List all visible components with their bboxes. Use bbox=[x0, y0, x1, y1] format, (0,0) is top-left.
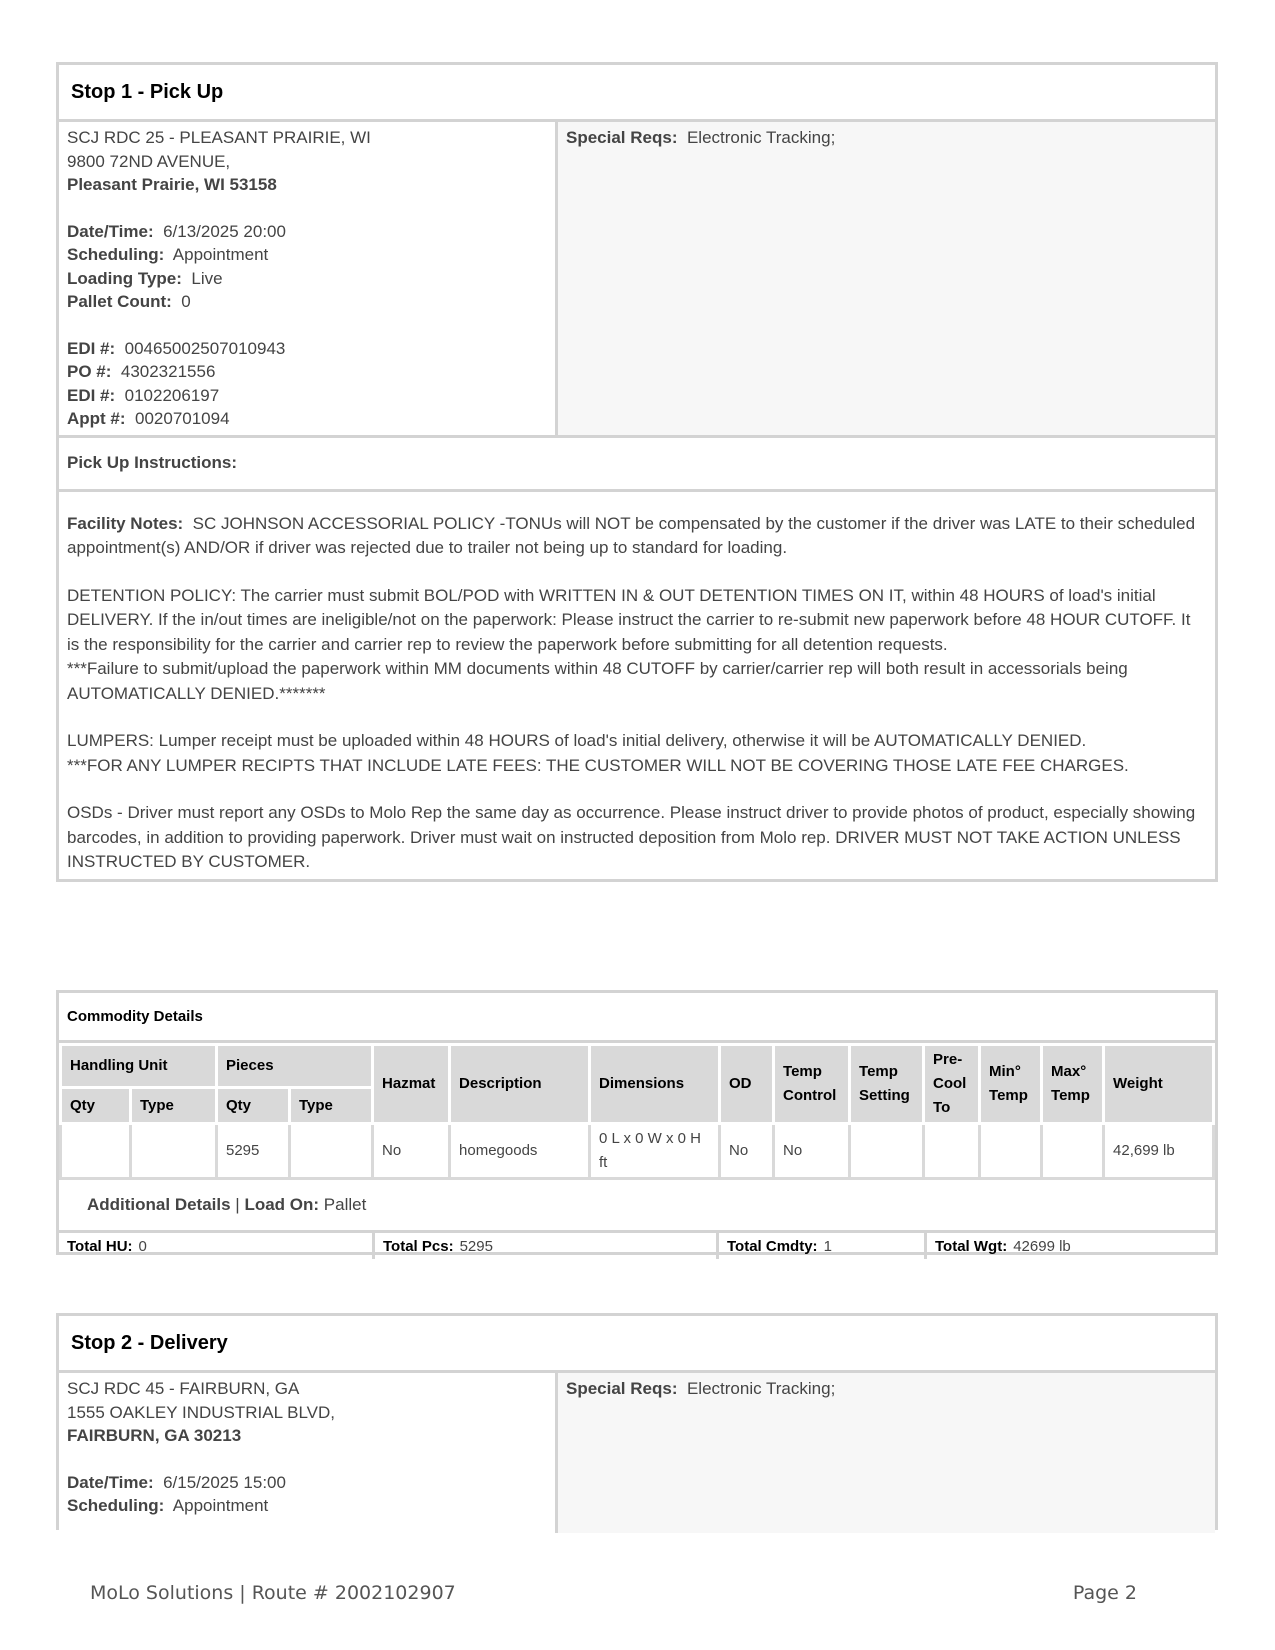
facility-address: 1555 OAKLEY INDUSTRIAL BLVD, bbox=[67, 1402, 336, 1422]
hazmat-cell: No bbox=[373, 1124, 450, 1179]
facility-city: Pleasant Prairie, WI 53158 bbox=[67, 175, 277, 194]
th-pieces: Pieces bbox=[217, 1045, 373, 1088]
pieces-qty-cell: 5295 bbox=[217, 1124, 290, 1179]
th-pre-cool: Pre-Cool To bbox=[924, 1045, 980, 1124]
temp-control-cell: No bbox=[774, 1124, 850, 1179]
stop-2-section bbox=[56, 1313, 1218, 1530]
facility-address: 9800 72ND AVENUE, bbox=[67, 151, 231, 171]
facility-name: SCJ RDC 25 - PLEASANT PRAIRIE, WI bbox=[67, 128, 371, 147]
total-wgt: Total Wgt: 42699 lb bbox=[935, 1237, 1071, 1255]
pickup-instructions-label: Pick Up Instructions: bbox=[59, 435, 1215, 492]
th-temp-control: Temp Control bbox=[774, 1045, 850, 1124]
facility-notes: Facility Notes: SC JOHNSON ACCESSORIAL POLICY -TONUs will NOT be compensated by the customer if the driver was LATE to their scheduled appointment(s) AND/OR if driver was rejected due to trailer not being up to standard for loading. DETENTION POLICY: The carrier must submit BOL/POD with WRITTEN IN & OUT DETENTION TIMES ON IT, within 48 HOURS of load's initial DELIVERY. If the in/out times are ineligible/not on the paperwork: Please instruct the carrier to re-submit new paperwork before 48 HOUR CUTOFF. It is the responsibility for the carrier and carrier rep to review the paperwork before submitting for all detention requests. ***Failure to submit/upload the paperwork within MM documents within 48 CUTOFF by carrier/carrier rep will both result in accessorials being AUTOMATICALLY DENIED.******* LUMPERS: Lumper receipt must be uploaded within 48 HOURS of load's initial delivery, otherwise it will be AUTOMATICALLY DENIED. ***FOR ANY LUMPER RECIPTS THAT INCLUDE LATE FEES: THE CUSTOMER WILL NOT BE COVERING THOSE LATE FEE CHARGES. OSDs - Driver must report any OSDs to Molo Rep the same day as occurrence. Please instruct driver to provide photos of product, especially showing barcodes, in addition to providing paperwork. Driver must wait on instructed deposition from Molo rep. DRIVER MUST NOT TAKE ACTION UNLESS INSTRUCTED BY CUSTOMER. bbox=[59, 492, 1215, 879]
po-row: PO #: 4302321556 bbox=[67, 362, 216, 381]
th-description: Description bbox=[450, 1045, 590, 1124]
stop-1-title: Stop 1 - Pick Up bbox=[59, 65, 1215, 122]
table-row bbox=[61, 1124, 1214, 1179]
th-temp-setting: Temp Setting bbox=[850, 1045, 924, 1124]
pallet-count-row: Pallet Count: 0 bbox=[67, 292, 191, 311]
scheduling-row: Scheduling: Appointment bbox=[67, 1496, 269, 1515]
stop-1-special-reqs: Special Reqs: Electronic Tracking; bbox=[558, 122, 1215, 435]
od-cell: No bbox=[720, 1124, 774, 1179]
commodity-title: Commodity Details bbox=[59, 993, 1215, 1043]
datetime-row: Date/Time: 6/13/2025 20:00 bbox=[67, 221, 286, 241]
total-pcs: Total Pcs: 5295 bbox=[375, 1233, 719, 1259]
facility-name: SCJ RDC 45 - FAIRBURN, GA bbox=[67, 1379, 300, 1398]
th-min-temp: Min° Temp bbox=[980, 1045, 1042, 1124]
stop-2-title: Stop 2 - Delivery bbox=[59, 1316, 1215, 1373]
stop-1-section bbox=[56, 62, 1218, 882]
footer-route: MoLo Solutions | Route # 2002102907 bbox=[90, 1582, 456, 1604]
page-footer bbox=[90, 1582, 1137, 1604]
th-od: OD bbox=[720, 1045, 774, 1124]
commodity-table bbox=[59, 1043, 1215, 1180]
description-cell: homegoods bbox=[450, 1124, 590, 1179]
th-dimensions: Dimensions bbox=[590, 1045, 720, 1124]
totals-row bbox=[59, 1233, 1215, 1259]
th-weight: Weight bbox=[1104, 1045, 1214, 1124]
stop-2-details bbox=[59, 1373, 558, 1533]
additional-details: Additional Details | Load On: Pallet bbox=[59, 1180, 1215, 1233]
appt-row: Appt #: 0020701094 bbox=[67, 409, 230, 428]
stop-1-details bbox=[59, 122, 558, 435]
th-pcs-qty: Qty bbox=[217, 1088, 290, 1124]
th-handling-unit: Handling Unit bbox=[61, 1045, 217, 1088]
facility-city: FAIRBURN, GA 30213 bbox=[67, 1426, 242, 1445]
scheduling-row: Scheduling: Appointment bbox=[67, 245, 269, 264]
commodity-section bbox=[56, 990, 1218, 1255]
total-cmdty: Total Cmdty: 1 bbox=[719, 1233, 927, 1259]
weight-cell: 42,699 lb bbox=[1104, 1124, 1214, 1179]
osds-note: OSDs - Driver must report any OSDs to Molo Rep the same day as occurrence. Please instruct driver to provide photos of product, especially showing barcodes, in addition to providing paperwork. Driver must wait on instructed deposition from Molo rep. DRIVER MUST NOT TAKE ACTION UNLESS INSTRUCTED BY CUSTOMER. bbox=[67, 803, 1196, 871]
th-hazmat: Hazmat bbox=[373, 1045, 450, 1124]
edi-row-2: EDI #: 0102206197 bbox=[67, 385, 220, 405]
lumper-late-note: ***FOR ANY LUMPER RECIPTS THAT INCLUDE LATE FEES: THE CUSTOMER WILL NOT BE COVERING THOSE LATE FEE CHARGES. bbox=[67, 755, 1129, 775]
edi-row-1: EDI #: 00465002507010943 bbox=[67, 338, 286, 358]
loading-type-row: Loading Type: Live bbox=[67, 268, 223, 288]
th-max-temp: Max° Temp bbox=[1042, 1045, 1104, 1124]
page-number: Page 2 bbox=[1072, 1582, 1137, 1604]
dimensions-cell: 0 L x 0 W x 0 H ft bbox=[590, 1124, 720, 1179]
failure-note: ***Failure to submit/upload the paperwork within MM documents within 48 CUTOFF by carrier/carrier rep will both result in accessorials being AUTOMATICALLY DENIED.******* bbox=[67, 659, 1128, 703]
datetime-row: Date/Time: 6/15/2025 15:00 bbox=[67, 1472, 286, 1492]
th-pcs-type: Type bbox=[290, 1088, 373, 1124]
datetime-value: 6/13/2025 20:00 bbox=[163, 221, 286, 241]
th-hu-qty: Qty bbox=[61, 1088, 131, 1124]
stop-2-special-reqs: Special Reqs: Electronic Tracking; bbox=[558, 1373, 1215, 1533]
total-hu: Total HU: 0 bbox=[59, 1233, 375, 1259]
th-hu-type: Type bbox=[131, 1088, 217, 1124]
lumpers-note: LUMPERS: Lumper receipt must be uploaded within 48 HOURS of load's initial delivery, otherwise it will be AUTOMATICALLY DENIED. bbox=[67, 731, 1087, 750]
detention-policy: DETENTION POLICY: The carrier must submit BOL/POD with WRITTEN IN & OUT DETENTION TIMES ON IT, within 48 HOURS of load's initial DELIVERY. If the in/out times are ineligible/not on the paperwork: Please instruct the carrier to re-submit new paperwork before 48 HOUR CUTOFF. It is the responsibility for the carrier and carrier rep to review the paperwork before submitting for all detention requests. bbox=[67, 585, 1191, 654]
